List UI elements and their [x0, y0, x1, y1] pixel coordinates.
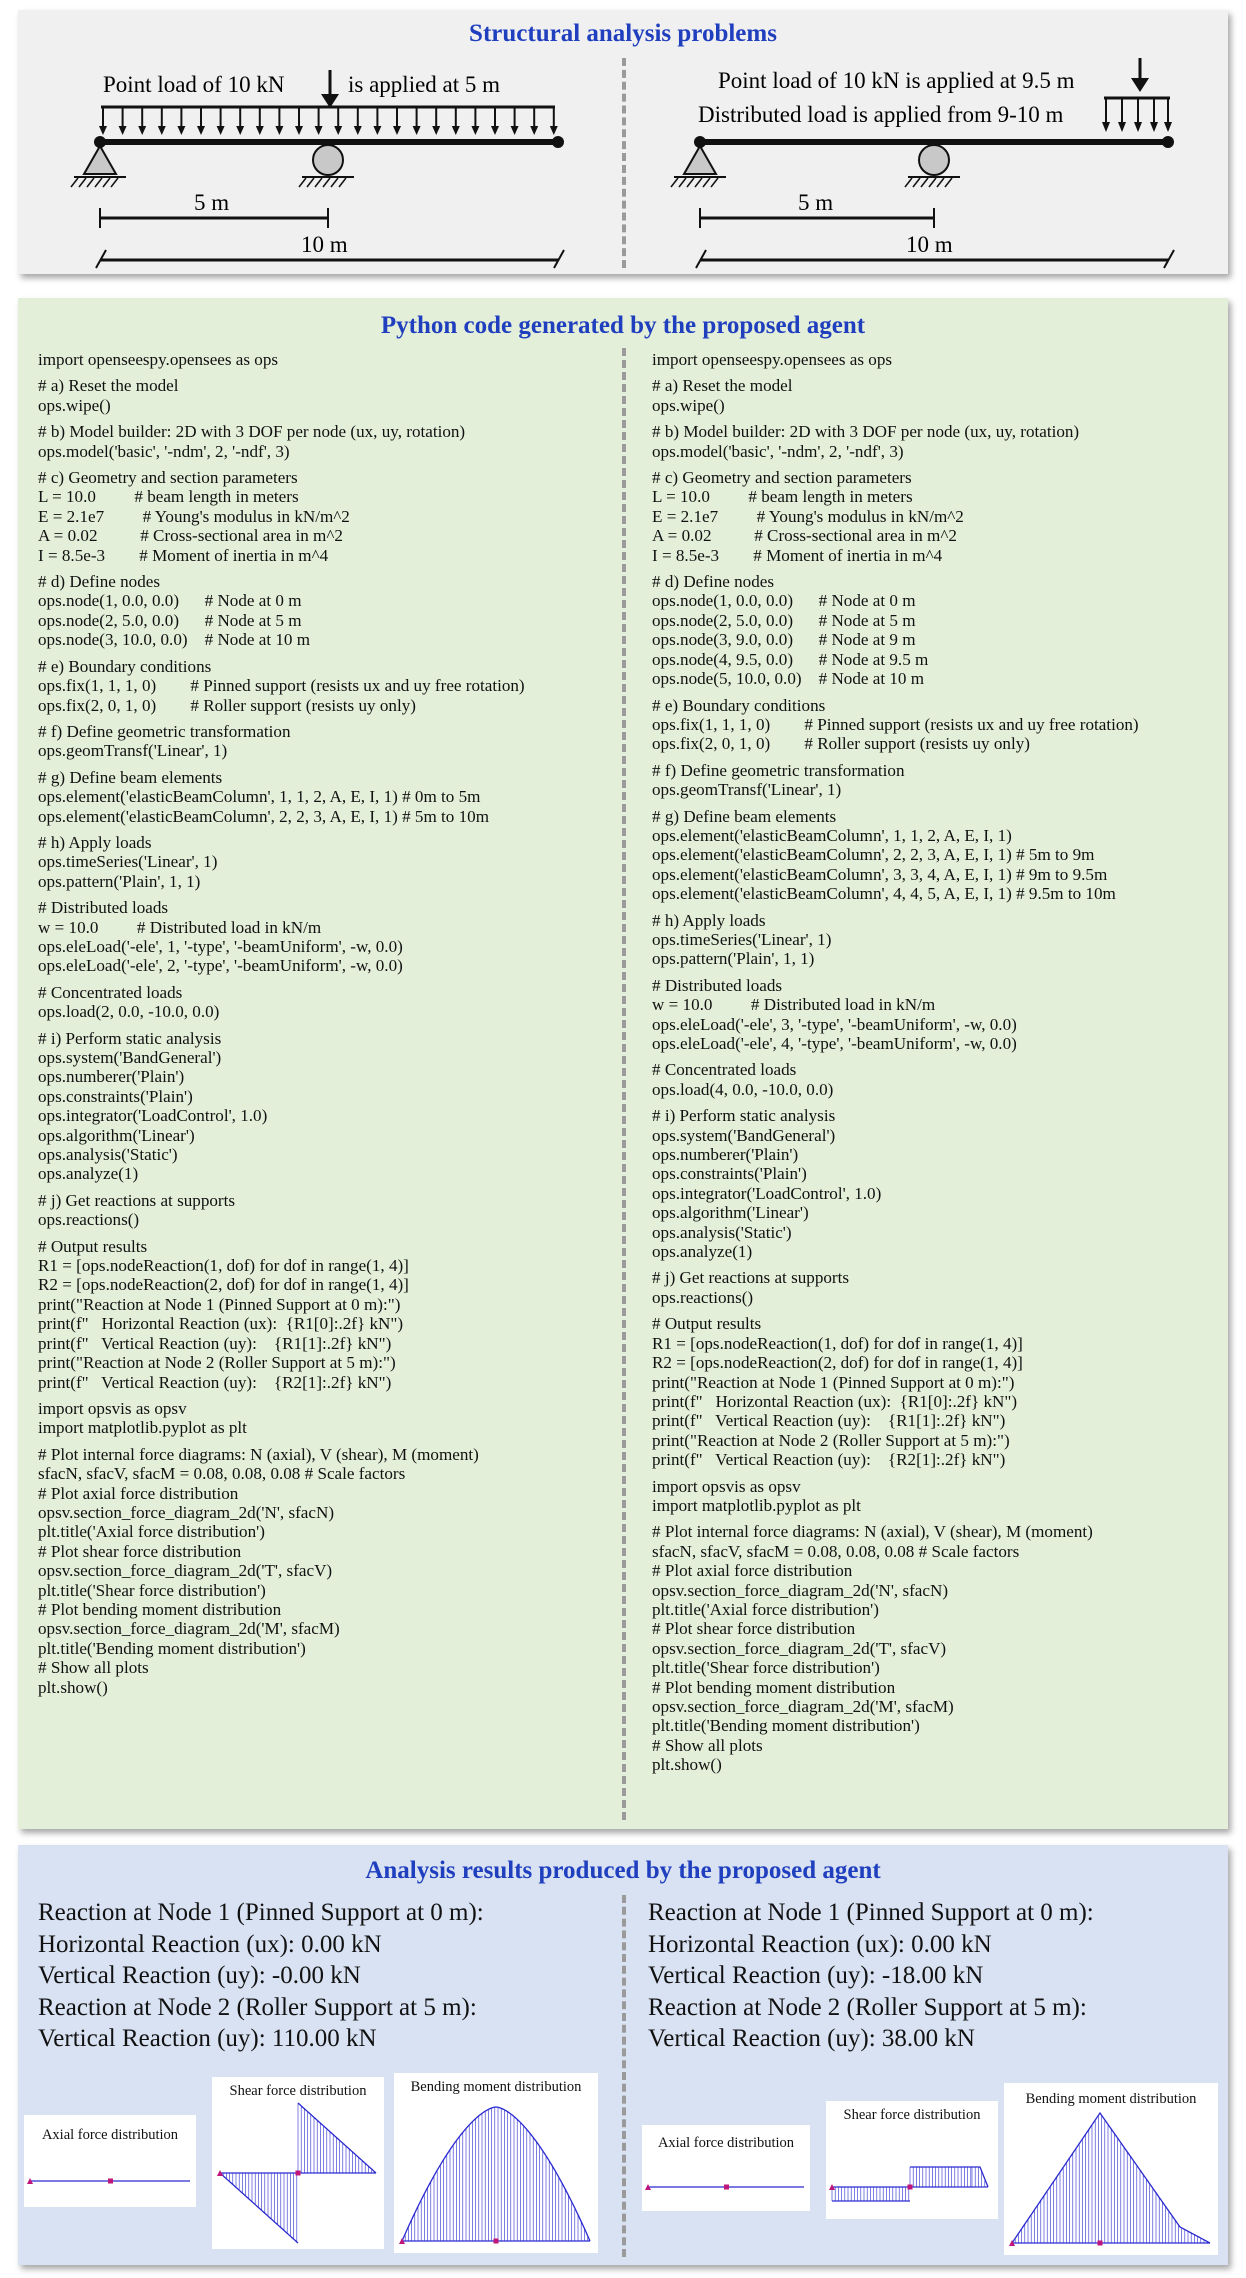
code-line: # a) Reset the model: [652, 376, 793, 396]
right-dim-short: 5 m: [798, 190, 834, 215]
code-line: ops.load(2, 0.0, -10.0, 0.0): [38, 1002, 220, 1022]
results-title: Analysis results produced by the proposed agent: [365, 1857, 881, 1884]
code-line: ops.system('BandGeneral'): [38, 1048, 222, 1067]
code-line: ops.node(2, 5.0, 0.0) # Node at 5 m: [38, 610, 302, 630]
code-line: import matplotlib.pyplot as plt: [652, 1495, 861, 1515]
code-line: ops.fix(1, 1, 1, 0) # Pinned support (resists ux and uy free rotation): [38, 676, 525, 696]
code-line: sfacN, sfacV, sfacM = 0.08, 0.08, 0.08 # Scale factors: [38, 1464, 406, 1484]
right-pinned-support: [684, 146, 716, 174]
right-axial-plot: [642, 2125, 810, 2211]
code-line: # Distributed loads: [652, 975, 783, 995]
code-line: ops.wipe(): [652, 395, 725, 415]
right-dim-long: 10 m: [906, 232, 953, 257]
code-line: # h) Apply loads: [38, 832, 152, 852]
right-moment-plot: [1004, 2083, 1218, 2255]
code-line: # j) Get reactions at supports: [652, 1268, 850, 1288]
force-diagram-curve: [402, 2107, 590, 2241]
code-line: print(f" Vertical Reaction (uy): {R2[1]:.2f} kN"): [38, 1372, 392, 1392]
code-line: ops.element('elasticBeamColumn', 4, 4, 5, A, E, I, 1) # 9.5m to 10m: [652, 884, 1116, 904]
code-line: ops.node(1, 0.0, 0.0) # Node at 0 m: [38, 591, 302, 611]
right-beam-diagram: [671, 58, 1174, 268]
code-line: opsv.section_force_diagram_2d('M', sfacM): [652, 1697, 954, 1716]
result-line: Horizontal Reaction (ux): 0.00 kN: [38, 1930, 382, 1958]
right-udl-arrows: [1102, 98, 1172, 132]
code-line: A = 0.02 # Cross-sectional area in m^2: [652, 526, 957, 546]
left-dim-short: 5 m: [194, 190, 230, 215]
code-line: ops.pattern('Plain', 1, 1): [652, 949, 815, 969]
code-line: ops.model('basic', '-ndm', 2, '-ndf', 3): [652, 441, 904, 461]
code-line: ops.model('basic', '-ndm', 2, '-ndf', 3): [38, 441, 290, 461]
code-line: # e) Boundary conditions: [652, 695, 826, 715]
code-line: L = 10.0 # beam length in meters: [652, 487, 913, 507]
code-line: import opsvis as opsv: [38, 1398, 187, 1418]
code-line: # e) Boundary conditions: [38, 656, 212, 676]
code-line: opsv.section_force_diagram_2d('N', sfacN): [652, 1580, 949, 1600]
code-line: ops.element('elasticBeamColumn', 3, 3, 4, A, E, I, 1) # 9m to 9.5m: [652, 864, 1108, 884]
code-line: ops.element('elasticBeamColumn', 2, 2, 3, A, E, I, 1) # 5m to 9m: [652, 845, 1095, 865]
code-line: # Plot axial force distribution: [38, 1483, 239, 1503]
code-line: plt.show(): [38, 1677, 108, 1697]
code-line: # Plot axial force distribution: [652, 1561, 853, 1581]
result-line: Reaction at Node 2 (Roller Support at 5 m):: [38, 1993, 477, 2021]
code-line: ops.node(4, 9.5, 0.0) # Node at 9.5 m: [652, 649, 929, 669]
code-divider: [622, 348, 626, 1820]
code-line: ops.constraints('Plain'): [652, 1164, 807, 1184]
code-line: ops.eleLoad('-ele', 1, '-type', '-beamUniform', -w, 0.0): [38, 936, 403, 956]
code-line: import openseespy.opensees as ops: [38, 350, 279, 369]
problems-panel: [18, 10, 1228, 274]
code-line: # d) Define nodes: [38, 572, 160, 592]
left-load-text-a: Point load of 10 kN: [103, 72, 285, 97]
code-line: ops.load(4, 0.0, -10.0, 0.0): [652, 1079, 834, 1099]
code-line: # Plot shear force distribution: [652, 1619, 856, 1639]
left-pinned-support: [84, 146, 116, 174]
left-roller-support: [313, 145, 343, 175]
result-line: Reaction at Node 2 (Roller Support at 5 m):: [648, 1993, 1087, 2021]
code-panel: [18, 298, 1228, 1829]
code-line: R2 = [ops.nodeReaction(2, dof) for dof in range(1, 4)]: [652, 1353, 1023, 1373]
code-line: print(f" Vertical Reaction (uy): {R1[1]:.2f} kN"): [38, 1333, 392, 1353]
code-line: E = 2.1e7 # Young's modulus in kN/m^2: [652, 506, 964, 526]
beam-problems-figure: [18, 10, 1228, 274]
code-line: print(f" Vertical Reaction (uy): {R1[1]:.2f} kN"): [652, 1411, 1006, 1431]
right-shear-title: Shear force distribution: [843, 2107, 981, 2123]
code-line: ops.integrator('LoadControl', 1.0): [38, 1106, 268, 1126]
code-line: print(f" Horizontal Reaction (ux): {R1[0]:.2f} kN"): [38, 1314, 404, 1334]
force-diagram-curve: [298, 2103, 376, 2173]
code-line: # g) Define beam elements: [652, 806, 837, 826]
result-line: Horizontal Reaction (ux): 0.00 kN: [648, 1930, 992, 1958]
code-line: # Plot internal force diagrams: N (axial), V (shear), M (moment): [652, 1522, 1093, 1542]
code-line: ops.numberer('Plain'): [38, 1067, 185, 1087]
code-line: ops.node(2, 5.0, 0.0) # Node at 5 m: [652, 610, 916, 630]
code-line: # d) Define nodes: [652, 572, 774, 592]
code-line: print("Reaction at Node 2 (Roller Support at 5 m):"): [652, 1430, 1010, 1450]
code-line: ops.timeSeries('Linear', 1): [38, 852, 218, 872]
left-moment-title: Bending moment distribution: [410, 2079, 582, 2095]
code-line: ops.reactions(): [38, 1210, 140, 1230]
code-line: ops.eleLoad('-ele', 3, '-type', '-beamUniform', -w, 0.0): [652, 1014, 1017, 1034]
code-line: ops.fix(2, 0, 1, 0) # Roller support (resists uy only): [652, 734, 1030, 754]
code-line: ops.eleLoad('-ele', 2, '-type', '-beamUniform', -w, 0.0): [38, 956, 403, 976]
code-line: plt.show(): [652, 1755, 722, 1775]
code-line: # a) Reset the model: [38, 376, 179, 396]
code-line: # Output results: [652, 1314, 762, 1334]
code-line: ops.fix(2, 0, 1, 0) # Roller support (resists uy only): [38, 695, 416, 715]
result-line: Vertical Reaction (uy): -0.00 kN: [38, 1962, 361, 1989]
code-line: # g) Define beam elements: [38, 767, 223, 787]
code-line: ops.constraints('Plain'): [38, 1086, 193, 1106]
force-diagram-curve: [972, 2167, 988, 2187]
code-line: # i) Perform static analysis: [652, 1106, 836, 1126]
code-line: ops.node(3, 10.0, 0.0) # Node at 10 m: [38, 630, 311, 650]
code-line: ops.pattern('Plain', 1, 1): [38, 871, 201, 891]
code-line: plt.title('Bending moment distribution'): [38, 1638, 306, 1658]
left-beam-diagram: [71, 70, 564, 268]
results-left-text: [38, 1897, 484, 2055]
code-line: # Show all plots: [38, 1658, 149, 1678]
left-load-text-b: is applied at 5 m: [348, 72, 501, 97]
code-line: import openseespy.opensees as ops: [652, 350, 893, 369]
left-udl-arrows: [99, 107, 558, 135]
code-line: # Plot shear force distribution: [38, 1541, 242, 1561]
code-line: I = 8.5e-3 # Moment of inertia in m^4: [38, 545, 329, 565]
right-load-text-2: Distributed load is applied from 9-10 m: [698, 102, 1064, 127]
left-shear-title: Shear force distribution: [229, 2083, 367, 2099]
force-diagram-curve: [220, 2173, 298, 2243]
code-line: # Concentrated loads: [652, 1060, 797, 1080]
code-line: w = 10.0 # Distributed load in kN/m: [652, 995, 936, 1015]
code-line: ops.element('elasticBeamColumn', 2, 2, 3, A, E, I, 1) # 5m to 10m: [38, 806, 490, 826]
code-line: ops.system('BandGeneral'): [652, 1125, 836, 1145]
code-line: I = 8.5e-3 # Moment of inertia in m^4: [652, 545, 943, 565]
results-right-text: [648, 1897, 1094, 2055]
code-line: L = 10.0 # beam length in meters: [38, 487, 299, 507]
code-line: # Plot internal force diagrams: N (axial), V (shear), M (moment): [38, 1444, 479, 1464]
code-line: R1 = [ops.nodeReaction(1, dof) for dof in range(1, 4)]: [652, 1333, 1023, 1353]
left-shear-plot: [212, 2077, 384, 2249]
code-line: ops.node(3, 9.0, 0.0) # Node at 9 m: [652, 630, 916, 650]
code-line: # Concentrated loads: [38, 982, 183, 1002]
code-line: opsv.section_force_diagram_2d('T', sfacV): [652, 1638, 947, 1658]
code-line: ops.element('elasticBeamColumn', 1, 1, 2, A, E, I, 1) # 0m to 5m: [38, 787, 481, 807]
code-line: E = 2.1e7 # Young's modulus in kN/m^2: [38, 506, 350, 526]
code-line: ops.numberer('Plain'): [652, 1145, 799, 1165]
code-line: ops.analyze(1): [652, 1242, 753, 1262]
code-line: # Distributed loads: [38, 898, 169, 918]
code-line: ops.node(1, 0.0, 0.0) # Node at 0 m: [652, 591, 916, 611]
left-moment-plot: [394, 2073, 598, 2253]
code-line: import opsvis as opsv: [652, 1476, 801, 1496]
code-line: R2 = [ops.nodeReaction(2, dof) for dof in range(1, 4)]: [38, 1275, 409, 1295]
force-diagram-curve: [1012, 2113, 1210, 2243]
code-line: ops.geomTransf('Linear', 1): [38, 741, 228, 761]
code-line: ops.analysis('Static'): [652, 1222, 792, 1242]
result-line: Reaction at Node 1 (Pinned Support at 0 m):: [648, 1899, 1094, 1926]
code-line: opsv.section_force_diagram_2d('M', sfacM): [38, 1619, 340, 1639]
code-line: w = 10.0 # Distributed load in kN/m: [38, 917, 322, 937]
code-line: # Output results: [38, 1236, 148, 1256]
result-line: Vertical Reaction (uy): 110.00 kN: [38, 2025, 377, 2052]
result-line: Reaction at Node 1 (Pinned Support at 0 m):: [38, 1899, 484, 1926]
code-line: ops.reactions(): [652, 1287, 754, 1307]
code-line: ops.geomTransf('Linear', 1): [652, 780, 842, 800]
code-title: Python code generated by the proposed agent: [380, 312, 866, 339]
left-dim-long: 10 m: [301, 232, 348, 257]
code-line: print("Reaction at Node 2 (Roller Support at 5 m):"): [38, 1353, 396, 1373]
code-line: plt.title('Shear force distribution'): [652, 1658, 880, 1678]
code-line: print(f" Vertical Reaction (uy): {R2[1]:.2f} kN"): [652, 1450, 1006, 1470]
code-line: plt.title('Axial force distribution'): [652, 1599, 879, 1619]
code-line: plt.title('Bending moment distribution'): [652, 1716, 920, 1736]
code-line: sfacN, sfacV, sfacM = 0.08, 0.08, 0.08 # Scale factors: [652, 1541, 1020, 1561]
code-line: # j) Get reactions at supports: [38, 1190, 236, 1210]
code-line: plt.title('Shear force distribution'): [38, 1580, 266, 1600]
code-line: # Plot bending moment distribution: [38, 1599, 282, 1619]
code-line: ops.node(5, 10.0, 0.0) # Node at 10 m: [652, 669, 925, 689]
code-line: # b) Model builder: 2D with 3 DOF per node (ux, uy, rotation): [652, 422, 1080, 442]
code-line: # b) Model builder: 2D with 3 DOF per node (ux, uy, rotation): [38, 422, 466, 442]
code-line: # Show all plots: [652, 1735, 763, 1755]
force-diagram-curve: [832, 2187, 910, 2201]
code-line: ops.analyze(1): [38, 1164, 139, 1184]
left-axial-plot: [24, 2115, 196, 2207]
code-line: ops.algorithm('Linear'): [652, 1203, 809, 1223]
code-line: ops.analysis('Static'): [38, 1145, 178, 1165]
results-divider: [622, 1895, 626, 2257]
code-line: R1 = [ops.nodeReaction(1, dof) for dof in range(1, 4)]: [38, 1256, 409, 1276]
code-line: # c) Geometry and section parameters: [652, 468, 912, 488]
code-line: ops.algorithm('Linear'): [38, 1125, 195, 1145]
code-line: plt.title('Axial force distribution'): [38, 1522, 265, 1542]
code-line: ops.wipe(): [38, 395, 111, 415]
code-left-listing: [38, 350, 525, 1697]
code-line: ops.fix(1, 1, 1, 0) # Pinned support (resists ux and uy free rotation): [652, 714, 1139, 734]
code-line: # h) Apply loads: [652, 910, 766, 930]
code-line: ops.timeSeries('Linear', 1): [652, 929, 832, 949]
code-line: # f) Define geometric transformation: [652, 760, 905, 780]
code-line: opsv.section_force_diagram_2d('N', sfacN): [38, 1502, 335, 1522]
right-moment-title: Bending moment distribution: [1025, 2091, 1197, 2107]
right-shear-plot: [826, 2101, 998, 2219]
code-line: ops.integrator('LoadControl', 1.0): [652, 1183, 882, 1203]
result-line: Vertical Reaction (uy): -18.00 kN: [648, 1962, 984, 1989]
code-line: print("Reaction at Node 1 (Pinned Support at 0 m):"): [652, 1372, 1015, 1392]
right-roller-support: [919, 145, 949, 175]
code-line: # Plot bending moment distribution: [652, 1677, 896, 1697]
problems-title: Structural analysis problems: [469, 20, 777, 47]
code-line: print(f" Horizontal Reaction (ux): {R1[0]:.2f} kN"): [652, 1391, 1018, 1411]
code-right-listing: [652, 350, 1139, 1775]
results-panel: [18, 1845, 1228, 2265]
code-line: import matplotlib.pyplot as plt: [38, 1418, 247, 1438]
left-axial-title: Axial force distribution: [41, 2127, 179, 2143]
code-line: # c) Geometry and section parameters: [38, 468, 298, 488]
code-line: opsv.section_force_diagram_2d('T', sfacV): [38, 1561, 333, 1581]
code-line: A = 0.02 # Cross-sectional area in m^2: [38, 526, 343, 546]
code-line: ops.eleLoad('-ele', 4, '-type', '-beamUniform', -w, 0.0): [652, 1034, 1017, 1053]
code-line: # i) Perform static analysis: [38, 1028, 222, 1048]
force-diagram-curve: [910, 2167, 972, 2187]
code-line: # f) Define geometric transformation: [38, 721, 291, 741]
code-line: ops.element('elasticBeamColumn', 1, 1, 2, A, E, I, 1): [652, 825, 1012, 845]
right-axial-title: Axial force distribution: [657, 2135, 795, 2151]
result-line: Vertical Reaction (uy): 38.00 kN: [648, 2025, 975, 2052]
code-line: print("Reaction at Node 1 (Pinned Support at 0 m):"): [38, 1294, 401, 1314]
right-load-text-1: Point load of 10 kN is applied at 9.5 m: [718, 68, 1075, 93]
